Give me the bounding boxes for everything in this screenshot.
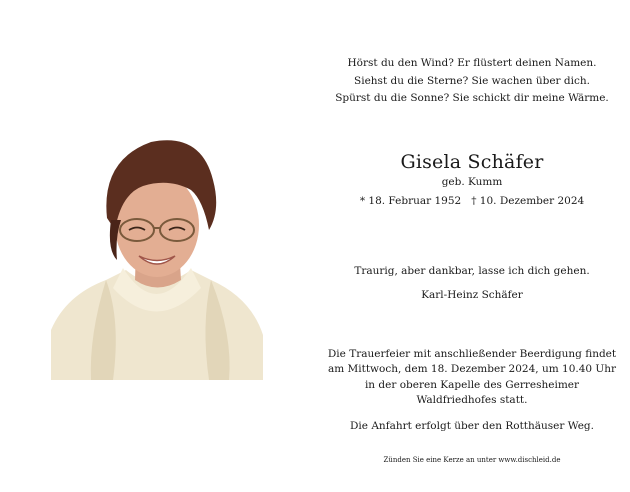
poem-line: Hörst du den Wind? Er flüstert deinen Namen. <box>347 57 597 69</box>
poem-line: Spürst du die Sonne? Sie schickt dir meine Wärme. <box>335 92 609 104</box>
candle-note: Zünden Sie eine Kerze an unter www.dischleid.de <box>383 456 561 464</box>
service-line: am Mittwoch, dem 18. Dezember 2024, um 10.40 Uhr <box>327 363 617 376</box>
service-line: Die Trauerfeier mit anschließender Beerdigung findet <box>327 348 617 360</box>
poem-line: Siehst du die Sterne? Sie wachen über dich. <box>354 74 590 87</box>
portrait-photo <box>51 120 263 380</box>
death-date: † 10. Dezember 2024 <box>471 195 585 207</box>
signer-name: Karl-Heinz Schäfer <box>421 289 523 301</box>
birth-date: * 18. Februar 1952 <box>359 195 462 207</box>
service-line: Waldfriedhofes statt. <box>416 393 528 406</box>
directions-note: Die Anfahrt erfolgt über den Rotthäuser Weg. <box>350 420 594 432</box>
farewell-quote: Traurig, aber dankbar, lasse ich dich gehen. <box>354 265 590 277</box>
birth-name: geb. Kumm <box>441 176 503 188</box>
service-line: in der oberen Kapelle des Gerresheimer <box>364 378 580 391</box>
service-details <box>322 347 622 408</box>
deceased-name: Gisela Schäfer <box>400 151 544 173</box>
memorial-poem <box>322 55 622 108</box>
life-dates <box>322 193 622 209</box>
